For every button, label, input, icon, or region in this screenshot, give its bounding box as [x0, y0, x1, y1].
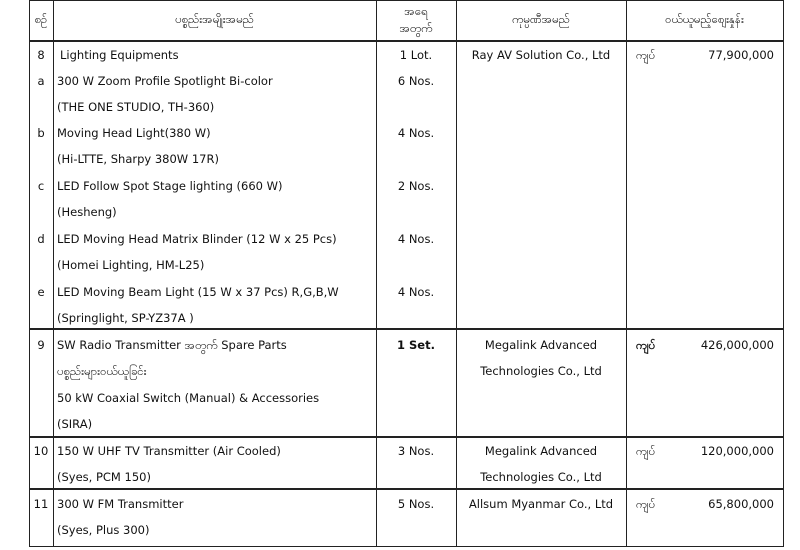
header-no: စဉ် [34, 12, 48, 26]
company-name: Ray AV Solution Co., Ltd [471, 48, 611, 62]
sub-item-name: LED Moving Head Matrix Blinder (12 W x 25 Pcs) [57, 232, 337, 246]
item-model: (Syes, Plus 300) [57, 523, 150, 537]
sub-item-qty: 6 Nos. [397, 74, 435, 88]
sub-item-name: LED Moving Beam Light (15 W x 37 Pcs) R,G,B,W [57, 285, 339, 299]
price-value: 426,000,000 [700, 338, 774, 352]
sub-item-label: b [37, 126, 45, 140]
column-border [783, 0, 784, 547]
company-name: Megalink Advanced [484, 444, 598, 458]
sub-item-model: (Hi-LTTE, Sharpy 380W 17R) [57, 152, 219, 166]
column-border [626, 0, 627, 547]
row-no: 9 [37, 338, 45, 352]
company-name: Technologies Co., Ltd [480, 364, 602, 378]
row-border [29, 40, 783, 42]
sub-item-label: c [37, 179, 45, 193]
sub-item-name: Moving Head Light(380 W) [57, 126, 211, 140]
column-border [456, 0, 457, 547]
sub-item-model: (THE ONE STUDIO, TH-360) [57, 100, 215, 114]
item-qty: 3 Nos. [397, 444, 435, 458]
item-model: (SIRA) [57, 417, 93, 431]
header-item: ပစ္စည်းအမျိုးအမည် [175, 12, 254, 26]
item-name: 300 W FM Transmitter [57, 497, 184, 511]
sub-item-model: (Homei Lighting, HM-L25) [57, 258, 205, 272]
sub-item-label: e [37, 285, 45, 299]
item-name: SW Radio Transmitter အတွက် Spare Parts [57, 338, 287, 352]
header-qty-line1: အရေ [404, 4, 428, 18]
item-name: 150 W UHF TV Transmitter (Air Cooled) [57, 444, 281, 458]
price-value: 77,900,000 [708, 48, 774, 62]
sub-item-qty: 4 Nos. [397, 232, 435, 246]
header-qty-line2: အတွက် [399, 21, 433, 35]
sub-item-name: 300 W Zoom Profile Spotlight Bi-color [57, 74, 273, 88]
item-name: 50 kW Coaxial Switch (Manual) & Accessories [57, 391, 320, 405]
sub-item-label: a [37, 74, 45, 88]
price-value: 120,000,000 [700, 444, 774, 458]
company-name: Technologies Co., Ltd [480, 470, 602, 484]
currency-label: ကျပ် [636, 48, 656, 62]
company-name: Megalink Advanced [484, 338, 598, 352]
column-border [53, 0, 54, 547]
sub-item-qty: 4 Nos. [397, 126, 435, 140]
row-no: 11 [33, 497, 49, 511]
currency-label: ကျပ် [636, 444, 656, 458]
row-border [29, 488, 783, 490]
row-no: 10 [33, 444, 49, 458]
currency-label: ကျပ် [636, 338, 656, 352]
sub-item-qty: 4 Nos. [397, 285, 435, 299]
row-border [29, 436, 783, 438]
sub-item-name: LED Follow Spot Stage lighting (660 W) [57, 179, 283, 193]
row-no: 8 [37, 48, 45, 62]
item-name: Lighting Equipments [60, 48, 179, 62]
row-border [29, 546, 783, 547]
row-border [29, 0, 783, 1]
sub-item-label: d [37, 232, 45, 246]
header-company: ကုမ္ပဏီအမည် [512, 12, 570, 26]
price-value: 65,800,000 [708, 497, 774, 511]
sub-item-model: (Springlight, SP-YZ37A ) [57, 311, 194, 325]
item-qty: 1 Lot. [399, 48, 433, 62]
sub-item-qty: 2 Nos. [397, 179, 435, 193]
item-qty: 1 Set. [397, 338, 435, 352]
sub-item-model: (Hesheng) [57, 205, 117, 219]
company-name: Allsum Myanmar Co., Ltd [468, 497, 614, 511]
row-border [29, 328, 783, 330]
header-price: ဝယ်ယူမည့်စျေးနှုန်း [665, 12, 744, 26]
item-model: (Syes, PCM 150) [57, 470, 151, 484]
item-qty: 5 Nos. [397, 497, 435, 511]
currency-label: ကျပ် [636, 497, 656, 511]
item-name: ပစ္စည်းများဝယ်ယူခြင်း [57, 364, 147, 378]
